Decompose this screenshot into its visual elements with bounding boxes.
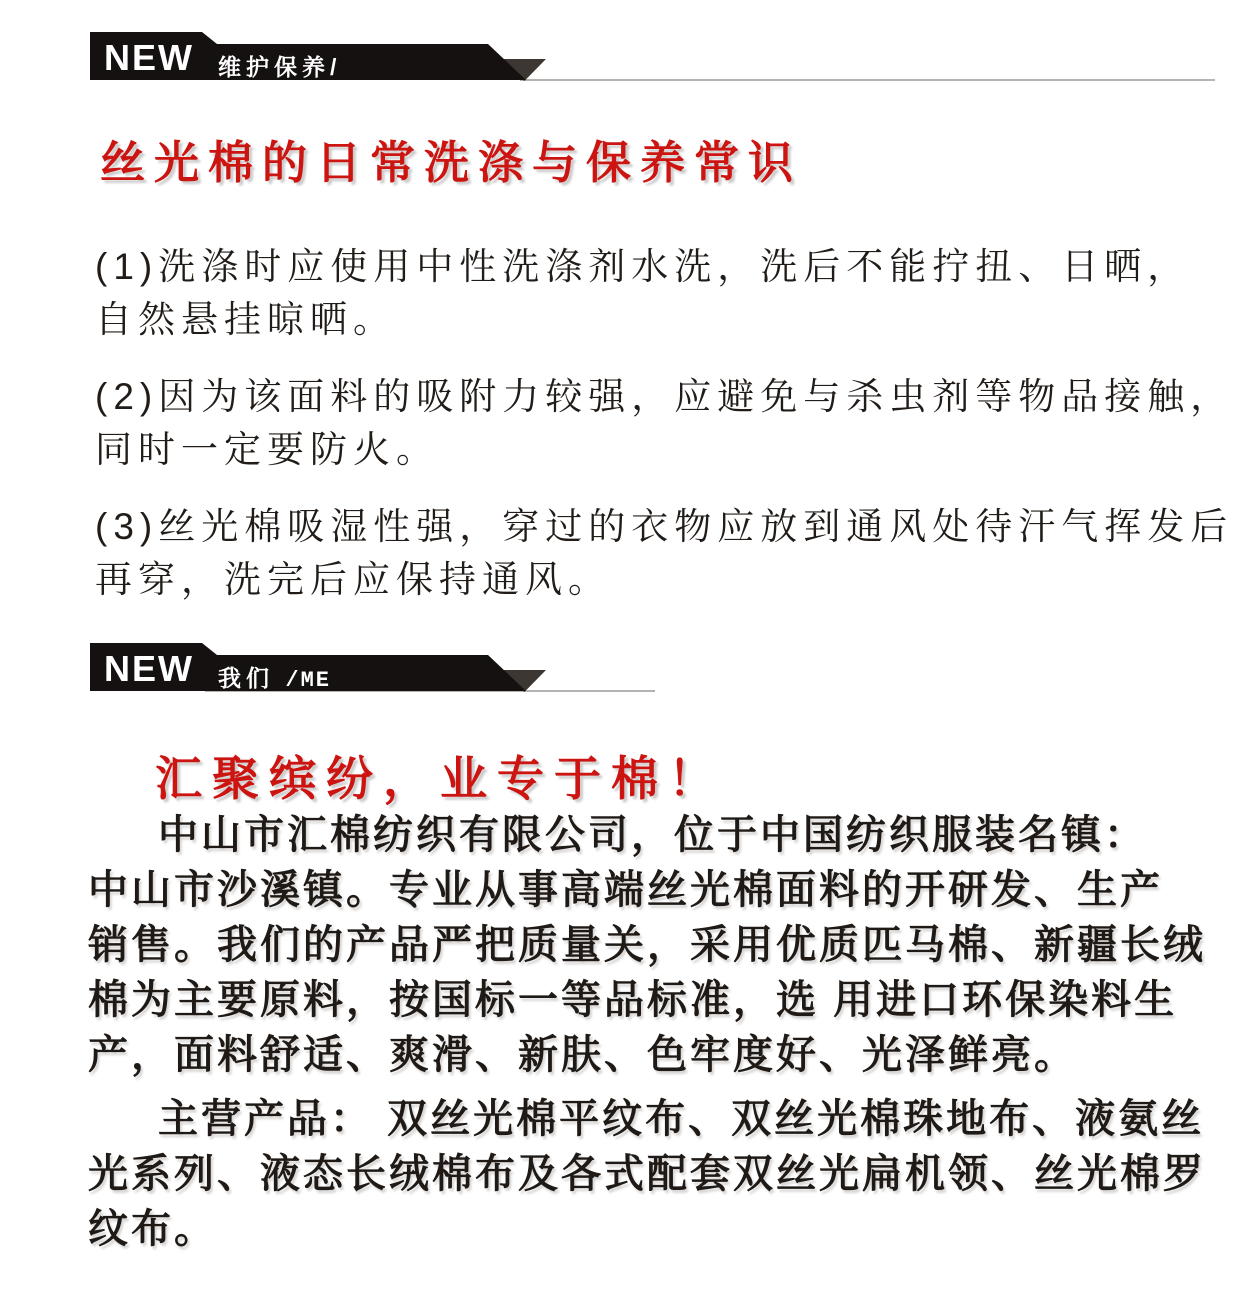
company-intro-line-5: 产，面料舒适、爽滑、新肤、色牢度好、光泽鲜亮。 xyxy=(88,1033,1077,1077)
care-paragraph-3-line-2: 再穿，洗完后应保持通风。 xyxy=(95,559,611,600)
new-badge: NEW xyxy=(104,37,194,78)
care-section-title: 丝光棉的日常洗涤与保养常识 xyxy=(100,137,803,188)
about-banner xyxy=(90,643,1220,699)
care-paragraph-1-line-2: 自然悬挂晾晒。 xyxy=(95,299,396,340)
banner-title xyxy=(218,660,331,693)
new-badge: NEW xyxy=(104,648,194,689)
about-section-title: 汇聚缤纷，业专于棉！ xyxy=(155,752,725,805)
company-intro-line-4: 棉为主要原料，按国标一等品标准，选 用进口环保染料生 xyxy=(88,978,1178,1022)
banner-title-zh: 我们 xyxy=(218,665,274,691)
maintenance-banner xyxy=(90,32,1220,88)
care-paragraph-1-line-1: (1)洗涤时应使用中性洗涤剂水洗，洗后不能拧扭、日晒， xyxy=(95,246,1191,287)
care-paragraph-2 xyxy=(95,370,1234,476)
company-intro-line-1: 中山市汇棉纺织有限公司，位于中国纺织服装名镇： xyxy=(158,813,1147,857)
main-products-line-2: 光系列、液态长绒棉布及各式配套双丝光扁机领、丝光棉罗 xyxy=(88,1152,1206,1196)
care-paragraph-2-line-1: (2)因为该面料的吸附力较强，应避免与杀虫剂等物品接触， xyxy=(95,376,1234,417)
banner-title: 维护保养/ xyxy=(218,54,342,80)
care-paragraph-2-line-2: 同时一定要防火。 xyxy=(95,429,439,470)
care-paragraph-3 xyxy=(95,500,1234,606)
company-intro-line-3: 销售。我们的产品严把质量关，采用优质匹马棉、新疆长绒 xyxy=(88,923,1206,967)
banner-underline xyxy=(520,79,1215,81)
main-products-line-3: 纹布。 xyxy=(88,1207,217,1251)
company-intro-line-2: 中山市沙溪镇。专业从事高端丝光棉面料的开研发、生产 xyxy=(88,868,1163,912)
care-paragraph-1 xyxy=(95,240,1225,346)
care-paragraph-3-line-1: (3)丝光棉吸湿性强，穿过的衣物应放到通风处待汗气挥发后 xyxy=(95,506,1234,547)
main-products-paragraph xyxy=(88,1092,1228,1257)
company-intro-paragraph xyxy=(88,808,1228,1083)
main-products-line-1: 主营产品： 双丝光棉平纹布、双丝光棉珠地布、液氨丝 xyxy=(158,1097,1205,1141)
banner-title-en: /ME xyxy=(285,668,331,693)
